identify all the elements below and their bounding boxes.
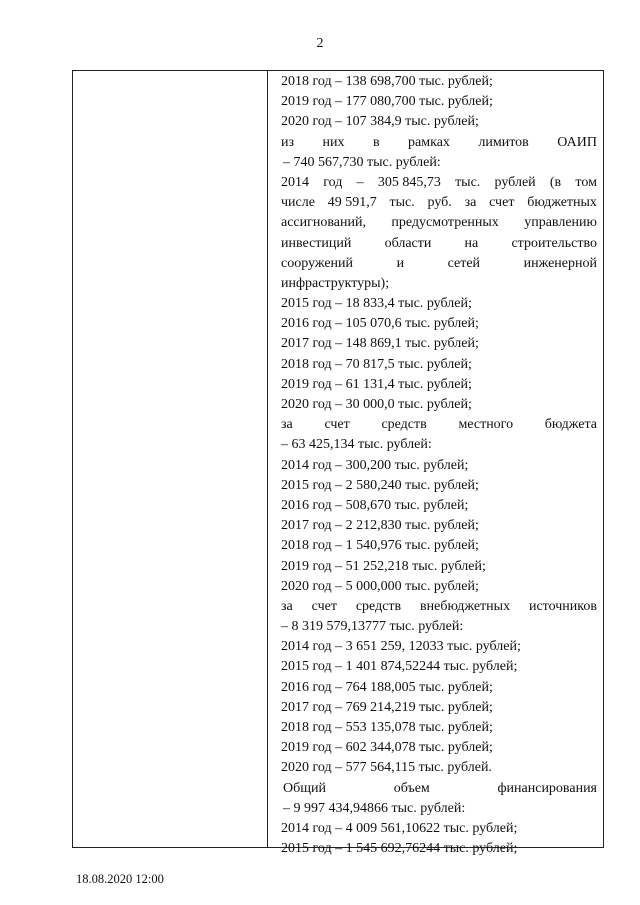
word: инвестиций [281,235,352,251]
text-line: 2017 год – 769 214,219 тыс. рублей; [281,699,493,715]
text-line: 2015 год – 1 545 692,76244 тыс. рублей; [281,841,518,857]
text-line: 2015 год – 1 401 874,52244 тыс. рублей; [281,659,518,675]
word: строительство [511,235,597,251]
text-line: 2016 год – 508,670 тыс. рублей; [281,497,469,513]
word: 49 591,7 [327,195,377,211]
text-line: – 8 319 579,13777 тыс. рублей: [281,619,464,635]
word: лимитов [478,134,529,150]
text-line: 2015 год – 2 580,240 тыс. рублей; [281,477,479,493]
text-line: 2020 год – 5 000,000 тыс. рублей; [281,578,479,594]
text-line: 2014 год – 3 651 259, 12033 тыс. рублей; [281,639,521,655]
word: объем [393,780,430,796]
word: области [384,235,432,251]
word: средств [355,598,402,614]
text-line: 2017 год – 148 869,1 тыс. рублей; [281,336,479,352]
word: тыс. [455,174,481,190]
word: предусмотренных [391,215,499,231]
word: бюджетных [527,195,597,211]
word: сетей [447,255,481,271]
text-line: инфраструктуры); [281,275,390,291]
word: них [322,134,345,150]
word: на [464,235,479,251]
word: за [464,195,477,211]
text-line: 2019 год – 177 080,700 тыс. рублей; [281,94,493,110]
word: 2014 [281,174,309,190]
word: управлению [524,215,597,231]
word: источников [528,598,597,614]
word: средств [381,417,427,433]
word: счет [489,195,515,211]
text-line: 2020 год – 577 564,115 тыс. рублей. [281,760,492,776]
text-line: – 740 567,730 тыс. рублей: [283,154,441,170]
word: (в [549,174,562,190]
word: ассигнований, [281,215,366,231]
funding-table [72,70,604,857]
text-line: 2018 год – 138 698,700 тыс. рублей; [281,74,493,89]
word: и [396,255,405,271]
text-line [281,779,597,799]
word: местного [458,417,514,433]
text-line [281,234,597,254]
text-line: 2016 год – 764 188,005 тыс. рублей; [281,679,493,695]
word: инженерной [523,255,597,271]
word: бюджета [544,417,597,433]
text-line: 2018 год – 553 135,078 тыс. рублей; [281,720,493,735]
text-line: 2019 год – 602 344,078 тыс. рублей; [281,740,493,756]
text-line: 2015 год – 18 833,4 тыс. рублей; [281,296,472,312]
text-line [281,597,597,617]
word: тыс. [389,195,415,211]
text-line: 2014 год – 300,200 тыс. рублей; [281,457,469,473]
word: сооружений [281,255,354,271]
column-divider [267,71,268,847]
word: ОАИП [557,134,597,150]
word: в [372,134,380,150]
word: руб. [427,195,452,211]
text-line: 2020 год – 107 384,9 тыс. рублей; [281,114,479,130]
text-line: 2019 год – 61 131,4 тыс. рублей; [281,376,472,392]
word: – [356,174,364,190]
print-timestamp: 18.08.2020 12:00 [76,872,164,886]
page-number: 2 [316,36,324,51]
text-line [281,133,597,153]
text-line [281,193,597,213]
text-line: 2017 год – 2 212,830 тыс. рублей; [281,518,479,534]
text-line: 2018 год – 1 540,976 тыс. рублей; [281,538,479,554]
word: Общий [283,780,326,796]
text-line: 2016 год – 105 070,6 тыс. рублей; [281,316,479,332]
word: том [575,174,597,190]
funding-text-column [281,72,597,859]
text-line: 2019 год – 51 252,218 тыс. рублей; [281,558,486,574]
word: числе [281,195,315,211]
text-line: 2014 год – 4 009 561,10622 тыс. рублей; [281,820,518,836]
word: счет [311,598,337,614]
word: 305 845,73 [377,174,441,190]
text-line: – 9 997 434,94866 тыс. рублей: [283,800,466,816]
text-line [281,415,597,435]
text-line: 2018 год – 70 817,5 тыс. рублей; [281,356,472,372]
word: из [281,134,295,150]
word: внебюджетных [420,598,511,614]
text-line: 2020 год – 30 000,0 тыс. рублей; [281,397,472,412]
word: рублей [494,174,536,190]
word: за [281,598,293,614]
word: год [323,174,343,190]
text-line [281,173,597,193]
text-line [281,213,597,233]
text-line: – 63 425,134 тыс. рублей: [281,437,432,453]
text-line [281,254,597,274]
word: за [281,417,293,433]
word: счет [324,417,350,433]
word: рамках [408,134,450,150]
word: финансирования [497,780,597,796]
